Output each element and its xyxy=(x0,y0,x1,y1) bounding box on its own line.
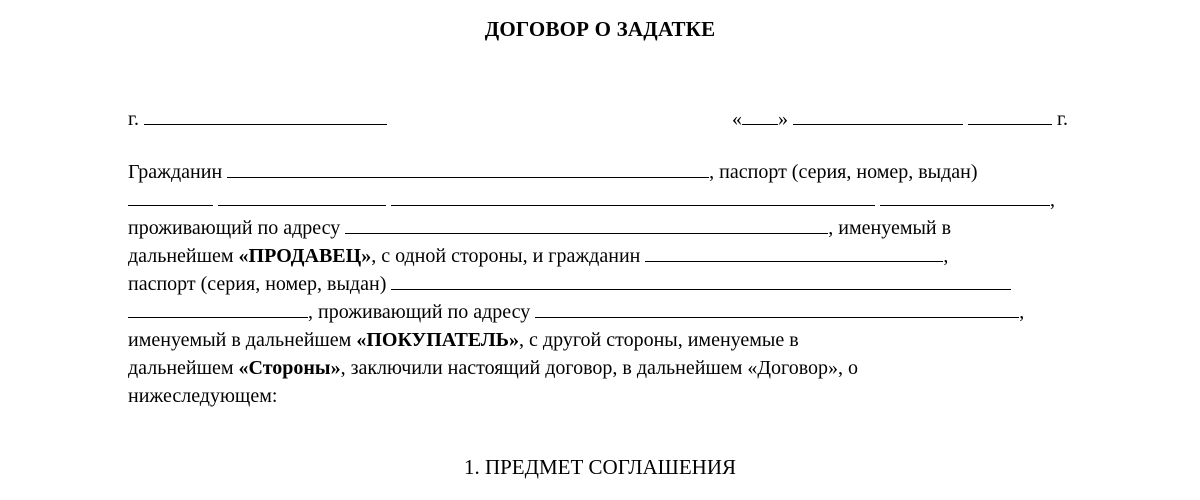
day-blank xyxy=(742,106,778,125)
seller-address-blank xyxy=(345,215,828,234)
seller-open-quote: « xyxy=(238,245,249,267)
text-comma: , xyxy=(1050,189,1055,211)
seller-passport-issued-blank xyxy=(391,187,875,206)
seller-close-quote: » xyxy=(361,245,372,267)
buyer-name-blank xyxy=(645,243,943,262)
date-field xyxy=(732,106,1068,131)
text-other-side: , с другой стороны, именуемые в xyxy=(519,329,799,351)
buyer-open-quote: « xyxy=(356,329,367,351)
seller-term: ПРОДАВЕЦ xyxy=(248,245,362,267)
document-title: ДОГОВОР О ЗАДАТКЕ xyxy=(484,17,716,41)
parties-term: Стороны xyxy=(248,357,331,379)
text-residing: проживающий по адресу xyxy=(128,217,341,239)
seller-passport-series-blank xyxy=(128,187,213,206)
city-prefix: г. xyxy=(128,108,139,130)
paragraph-line-6 xyxy=(128,298,1068,326)
paragraph-line-8 xyxy=(128,354,1068,382)
text-passport-label: паспорт (серия, номер, выдан) xyxy=(128,273,387,295)
paragraph-line-9: нижеследующем: xyxy=(128,385,278,407)
paragraph-line-4 xyxy=(128,242,1068,270)
place-date-row xyxy=(128,106,1068,132)
parties-open-quote: « xyxy=(238,357,249,379)
city-blank xyxy=(144,106,387,125)
text-referred: , именуемый в xyxy=(828,217,952,239)
buyer-address-blank xyxy=(535,299,1019,318)
city-field xyxy=(128,106,387,131)
date-suffix: г. xyxy=(1057,108,1068,130)
text-comma: , xyxy=(943,245,949,267)
buyer-term: ПОКУПАТЕЛЬ xyxy=(366,329,510,351)
date-close-quote: » xyxy=(778,108,789,130)
paragraph-line-1 xyxy=(128,158,1068,186)
buyer-passport-continued-blank xyxy=(128,299,308,318)
paragraph-line-5 xyxy=(128,270,1068,298)
year-blank xyxy=(968,106,1052,125)
month-blank xyxy=(793,106,963,125)
text-one-side: , с одной стороны, и гражданин xyxy=(371,245,641,267)
date-open-quote: « xyxy=(732,108,743,130)
text-concluded: , заключили настоящий договор, в дальнейшем «Договор», о xyxy=(340,357,859,379)
paragraph-line-3 xyxy=(128,214,1068,242)
seller-passport-date-blank xyxy=(880,187,1050,206)
parties-close-quote: » xyxy=(330,357,341,379)
text-referred-hereinafter: именуемый в дальнейшем xyxy=(128,329,357,351)
parties-paragraph xyxy=(128,158,1068,410)
text-citizen: Гражданин xyxy=(128,161,223,183)
text-residing: , проживающий по адресу xyxy=(308,301,531,323)
text-hereinafter: дальнейшем xyxy=(128,245,239,267)
seller-passport-number-blank xyxy=(218,187,386,206)
paragraph-line-2 xyxy=(128,186,1068,214)
buyer-passport-blank xyxy=(391,271,1011,290)
text-comma: , xyxy=(1019,301,1025,323)
text-passport-label: , паспорт (серия, номер, выдан) xyxy=(709,161,978,183)
text-hereinafter: дальнейшем xyxy=(128,357,239,379)
section-1-title: 1. ПРЕДМЕТ СОГЛАШЕНИЯ xyxy=(463,455,737,479)
buyer-close-quote: » xyxy=(509,329,520,351)
paragraph-line-7 xyxy=(128,326,1068,354)
seller-name-blank xyxy=(227,159,709,178)
